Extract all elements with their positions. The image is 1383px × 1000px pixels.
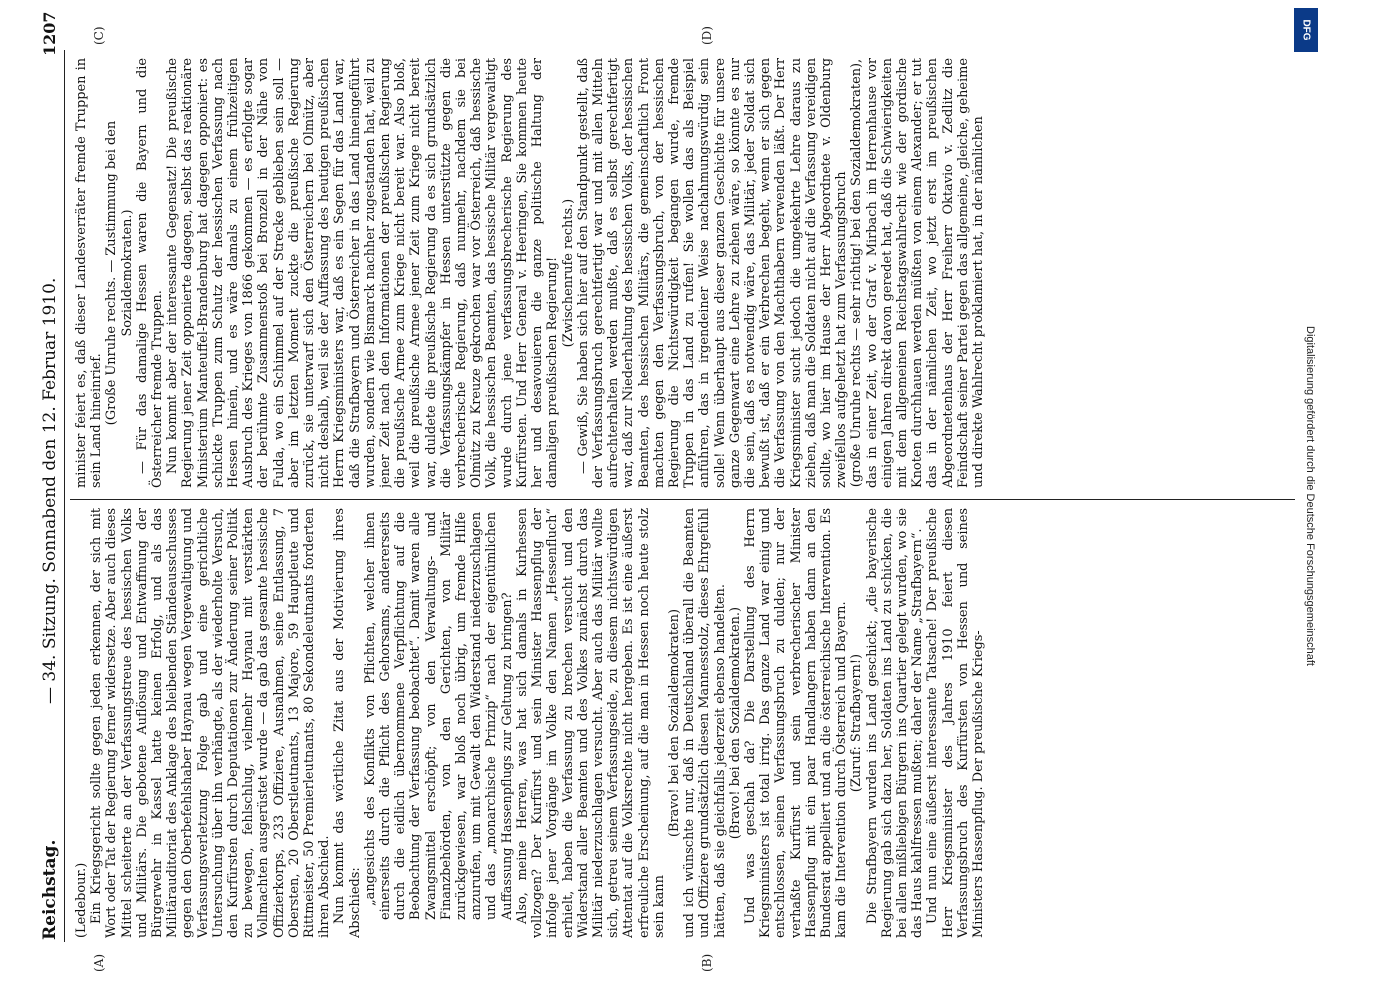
quotation: „angesichts des Konflikts von Pflichten, welcher ihnen einerseits durch die Pflicht des Gehorsams, andererseits durch die eidlich übernommene Verpflichtung auf die Beobachtung der Verfassung beobachtet“. Damit waren alle Zwangsmittel erschöpft; von den Verwaltungs- und Finanzbehörden, von den Gerichten, von Militär zurückgewiesen, war bloß noch übrig, um fremde Hilfe anzurufen, um mit Gewalt den Widerstand niederzuschlagen und das „monarchische Prinzip“ nach der eigentümlichen Auffassung Hassenpflugs zur Geltung zu bringen? — [362, 512, 515, 920]
paragraph: — Gewiß, Sie haben sich hier auf den Standpunkt gestellt, daß der Verfassungsbruch gerechtfertigt war und mit allen Mitteln aufrechterhalten werden mußte, daß es selbst gerechtfertigt war, daß zur Niederhaltung des hessischen Volks, der hessischen Beamten, des hessischen Militärs, die gemeinschaftlich Front machten gegen den Verfassungsbruch, von der hessischen Regierung die Nichtswürdigkeit begangen wurde, fremde Truppen in das Land zu rufen! Sie wollen das als Beispiel anführen, das in irgendeiner Weise nachahmungswürdig sein solle! Wenn überhaupt aus dieser ganzen Geschichte für unsere ganze Gegenwart eine Lehre zu ziehen wäre, so könnte es nur die sein, daß es notwendig wäre, das Militär, jeder Soldat sich bewußt ist, daß er ein Verbrechen begeht, wenn er sich gegen die Verfassung von den Machthabern verwenden läßt. Der Herr Kriegsminister sucht jedoch die umgekehrte Lehre daraus zu ziehen, daß man die Soldaten nicht auf die Verfassung vereidigen sollte, wo hier im Hause der Herr Abgeordnete v. Oldenburg zweifellos aufgehetzt hat zum Verfassungsbruch — [575, 58, 850, 488]
paragraph: das in einer Zeit, wo der Graf v. Mirbach im Herrenhause vor einigen Jahren direkt davon geredet hat, daß die Schwierigkeiten mit dem allgemeinen Reichstagswahlrecht wie der gordische Knoten durchhauen werden müßten von einem Alexander; er tut das in der nämlichen Zeit, wo jetzt erst im preußischen Abgeordnetenhaus der Herr Freiherr Oktavio v. Zedlitz die Feindschaft seiner Partei gegen das allgemeine, gleiche, geheime und direkte Wahlrecht proklamiert hat, in der nämlichen — [864, 58, 986, 488]
paragraph: — Für das damalige Hessen waren die Bayern und die Österreicher fremde Truppen. — [134, 58, 166, 488]
dfg-logo: DFG — [1294, 8, 1318, 52]
paragraph: Nun kommt das wörtliche Zitat aus der Motivierung ihres Abschieds: — [332, 508, 363, 938]
paragraph: Die Strafbayern wurden ins Land geschickt; „die bayerische Regierung gab sich dazu her, Soldaten ins Land zu schicken, die bei allen mißliebigen Bürgern ins Quartier gelegt wurden, wo sie das Haus kahlfressen mußten; daher der Name „Strafbayern“. — [864, 508, 926, 938]
paragraph: Also, meine Herren, was hat sich damals in Kurhessen vollzogen? Der Kurfürst und sein Minister Hassenpflug der infolge jener Vorgänge im Volke den Namen „Hessenfluch“ erhielt, haben die Verfassung zu brechen versucht und den Widerstand aller Beamten und des Volkes zunächst durch das Militär niederzuschlagen versucht. Aber auch das Militär wollte sich, getreu seinem Verfassungseide, zu diesem nichtswürdigen Attentat auf die Volksrechte nicht hergeben. Es ist eine äußerst erfreuliche Erscheinung, auf die man in Hessen noch heute stolz sein kann — [514, 508, 667, 938]
interjection: (Bravo! bei den Sozialdemokraten) — [666, 608, 682, 838]
column-divider — [70, 499, 1295, 500]
interjection: (Große Unruhe rechts. — Zustimmung bei den Sozialdemokraten.) — [104, 120, 135, 426]
speaker-name: (Ledebour.) — [74, 862, 89, 938]
paragraph: Und was geschah da? Die Darstellung des Herrn Kriegsministers ist total irrig. Das ganze Land war einig und entschlossen, seinen Verfassungsbruch zu dulden; nur der verhaßte Kurfürst und sein verbrecherischer Minister Hassenpflug mit ein paar Handlangern haben dann an den Bundesrat appelliert und an die österreichische Intervention. Es kam die Intervention durch Österreich und Bayern. — [742, 508, 850, 938]
header-session-date: — 34. Sitzung. Sonnabend den 12. Februar 1910. — [40, 277, 60, 704]
header-rule — [64, 50, 65, 942]
interjection: (große Unruhe rechts — sehr richtig! bei den Sozialdemokraten), — [849, 58, 865, 488]
digitization-sidebar — [1290, 8, 1378, 992]
interjection: (Bravo! bei den Sozialdemokraten.) — [727, 606, 743, 840]
funding-credit: Digitalisierung gefördert durch die Deutsche Forschungsgemeinschaft — [1304, 326, 1316, 666]
left-column — [74, 508, 1299, 938]
paragraph: minister feiert es, daß dieser Landesverräter fremde Truppen in sein Land hineinrief. — [74, 58, 105, 488]
page-number: 1207 — [40, 11, 59, 56]
paragraph: und ich wünschte nur, daß in Deutschland überall die Beamten und Offiziere grundsätzlich diesen Mannesstolz, dieses Ehrgefühl hätten, daß sie gleichfalls jederzeit ebenso handelten. — [682, 508, 728, 938]
interjection: (Zuruf: Strafbayern!) — [849, 653, 865, 793]
header-title: Reichstag. — [40, 839, 60, 940]
interjection: (Zwischenrufe rechts.) — [560, 198, 576, 348]
margin-marker-a: (A) — [92, 953, 106, 972]
paragraph: Und nun eine äußerst interessante Tatsache! Der preußische Herr Kriegsminister des Jahres 1910 feiert diesen Verfassungsbruch des Kurfürsten von Hessen und seines Ministers Hassenpflug. Der preußische Kriegs- — [925, 508, 986, 938]
margin-marker-b: (B) — [700, 953, 714, 972]
margin-marker-c: (C) — [92, 26, 106, 45]
paragraph: Ein Kriegsgericht sollte gegen jeden erkennen, der sich mit Wort oder Tat der Regierung ferner widersetze. Aber auch dieses Mittel scheiterte an der Verfassungstreue des hessischen Volks und Militärs. Die gebotene Auflösung und Entwaffnung der Bürgerwehr in Kassel hatte keinen Erfolg, und als das Militärauditoriat des Anklage des bleibenden Ständeausschusses gegen den Oberbefehlshaber Haynau wegen Vergewaltigung und Verfassungsverletzung Folge gab und eine gerichtliche Untersuchung über ihn verhängte, als der wiederholte Versuch, den Kurfürsten durch Deputationen zur Änderung seiner Politik zu bewegen, fehlschlug, vielmehr Haynau mit verstärkten Vollmachten ausgerüstet wurde — da gab das gesamte hessische Offizierkorps, 233 Offiziere, Ausnahmen, seine Entlassung, 7 Obersten, 20 Oberstleutnants, 13 Majore, 59 Hauptleute und Rittmeister, 50 Premierleutnants, 80 Sekondeleutnants forderten ihren Abschied. — [89, 508, 333, 938]
right-column — [74, 58, 1299, 488]
paragraph: Nun kommt aber der interessante Gegensatz! Die preußische Regierung jener Zeit opponierte dagegen, selbst das reaktionäre Ministerium Manteuffel-Brandenburg hat dagegen opponiert: es schickte Truppen zum Schutz der hessischen Verfassung nach Hessen hinein, und es wäre damals zu einem frühzeitigen Ausbruch des Krieges von 1866 gekommen — es erfolgte sogar der berühmte Zusammenstoß bei Bronzell in der Nähe von Fulda, wo ein Schimmel auf der Strecke geblieben sein soll — aber im letzten Moment zuckte die preußische Regierung zurück, sie unterwarf sich den Österreichern bei Olmütz, aber nicht deshalb, weil sie der Auffassung des heutigen preußischen Herrn Kriegsministers war, daß es ein Segen für das Land war, daß die Strafbayern und Österreicher in das Land hineingeführt wurden, sondern wie Bismarck nachher zugestanden hat, weil zu jener Zeit nach den Informationen der preußischen Regierung die preußische Armee zum Kriege nicht bereit war. Also bloß, weil die preußische Armee jener Zeit zum Kriege nicht bereit war, duldete die preußische Regierung da es sich grundsätzlich die Verfassungskämpfer in Hessen unterstützte gegen die verbrecherische Regierung, daß nunmehr, nachdem sie bei Olmütz zu Kreuze gekrochen war vor Österreich, daß hessische Volk, die hessischen Beamten, das hessische Militär vergewaltigt wurde durch jene verfassungsbrecherische Regierung des Kurfürsten. Und Herr General v. Heeringen, Sie kommen heute her und desavouieren die ganze politische Haltung der damaligen preußischen Regierung! — [165, 58, 561, 488]
margin-marker-d: (D) — [700, 26, 714, 45]
